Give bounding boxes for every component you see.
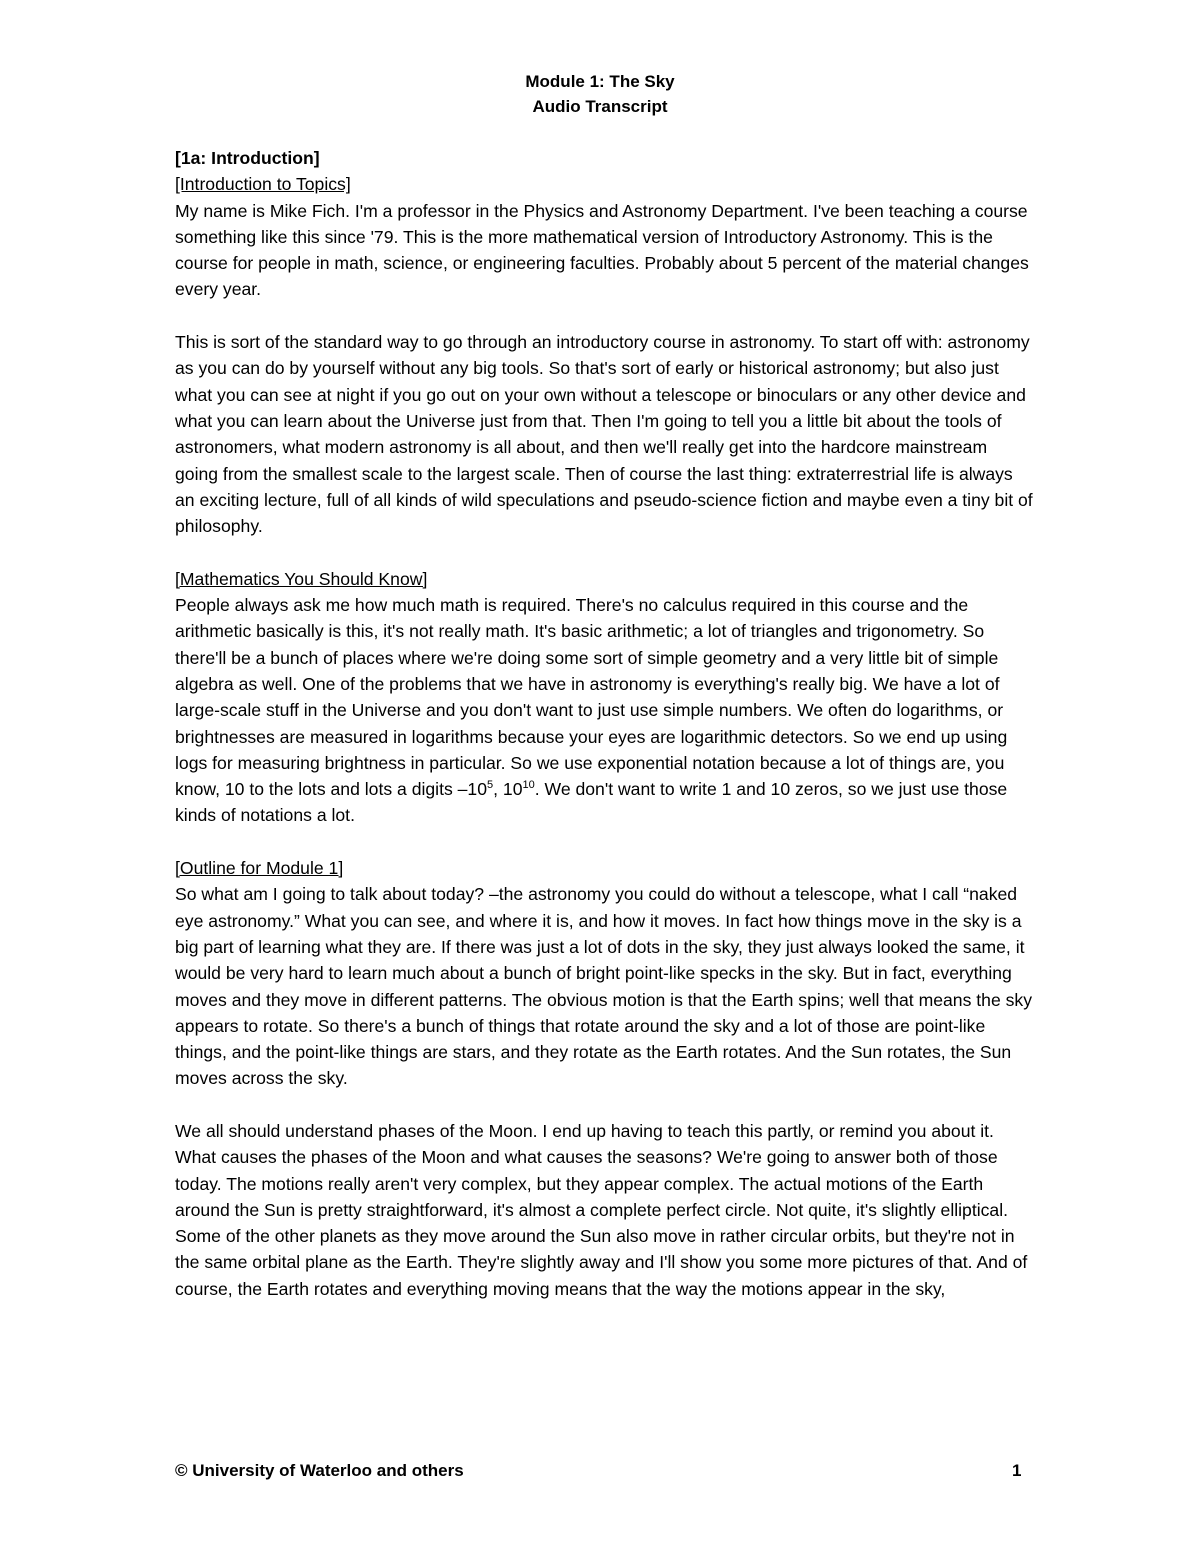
- transcript-body: [175, 145, 1035, 1328]
- section-heading-introduction: [1a: Introduction]: [175, 148, 320, 168]
- footer-page-number: 1: [1012, 1461, 1022, 1480]
- math-text-end: . We don't want to write 1 and 10 zeros, so we just use those kinds of notations a lot.: [175, 779, 1008, 826]
- math-text-start: People always ask me how much math is required. There's no calculus required in this course and the arithmetic basically is this, it's not really math. It's basic arithmetic; a lot of triangles and trigonometry. So there'll be a bunch of places where we're doing some sort of simple geometry and a very little bit of simple algebra as well. One of the problems that we have in astronomy is everything's really big. We have a lot of large-scale stuff in the Universe and you don't want to just use simple numbers. We often do logarithms, or brightnesses are measured in logarithms because your eyes are logarithmic detectors. So we end up using logs for measuring brightness in particular. So we use exponential notation because a lot of things are, you know, 10 to the lots and lots a digits –10: [175, 595, 1008, 800]
- document-title: Module 1: The Sky: [525, 72, 675, 91]
- document-subtitle: Audio Transcript: [532, 97, 668, 116]
- subheading-outline: [Outline for Module 1]: [175, 858, 344, 879]
- subheading-mathematics: [Mathematics You Should Know]: [175, 568, 428, 589]
- subheading-introduction-to-topics: [Introduction to Topics]: [175, 174, 351, 195]
- exponent-5: 5: [487, 779, 494, 792]
- paragraph-intro-2: This is sort of the standard way to go through an introductory course in astronomy. To start off with: astronomy as you can do by yourself without any big tools. So that's sort of early or historical astronomy; but also just what you can see at night if you go out on your own without a telescope or binoculars or any other device and what you can learn about the Universe just from that. Then I'm going to tell you a little bit about the tools of astronomers, what modern astronomy is all about, and then we'll really get into the hardcore mainstream going from the smallest scale to the largest scale. Then of course the last thing: extraterrestrial life is always an exciting lecture, full of all kinds of wild speculations and pseudo-science fiction and maybe even a tiny bit of philosophy.: [175, 332, 1033, 537]
- footer-copyright: © University of Waterloo and others: [175, 1461, 464, 1480]
- paragraph-outline-2: We all should understand phases of the Moon. I end up having to teach this partly, or remind you about it. What causes the phases of the Moon and what causes the seasons? We're going to answer both of those today. The motions really aren't very complex, but they appear complex. The actual motions of the Earth around the Sun is pretty straightforward, it's almost a complete perfect circle. Not quite, it's slightly elliptical. Some of the other planets as they move around the Sun also move in rather circular orbits, but they're not in the same orbital plane as the Earth. They're slightly away and I'll show you some more pictures of that. And of course, the Earth rotates and everything moving means that the way the motions appear in the sky,: [175, 1120, 1028, 1299]
- exponent-10: 10: [522, 779, 535, 792]
- math-text-mid: , 10: [493, 779, 523, 800]
- paragraph-mathematics: [175, 592, 1035, 829]
- paragraph-outline-1: So what am I going to talk about today? –the astronomy you could do without a telescope, what I call “naked eye astronomy.” What you can see, and where it is, and how it moves. In fact how things move in the sky is a big part of learning what they are. If there was just a lot of dots in the sky, they just always looked the same, it would be very hard to learn much about a bunch of bright point-like specks in the sky. But in fact, everything moves and they move in different patterns. The obvious motion is that the Earth spins; well that means the sky appears to rotate. So there's a bunch of things that rotate around the sky and a lot of those are point-like things, and the point-like things are stars, and they rotate as the Earth rotates. And the Sun rotates, the Sun moves across the sky.: [175, 884, 1033, 1089]
- paragraph-intro-1: My name is Mike Fich. I'm a professor in the Physics and Astronomy Department. I've been teaching a course something like this since '79. This is the more mathematical version of Introductory Astronomy. This is the course for people in math, science, or engineering faculties. Probably about 5 percent of the material changes every year.: [175, 200, 1029, 300]
